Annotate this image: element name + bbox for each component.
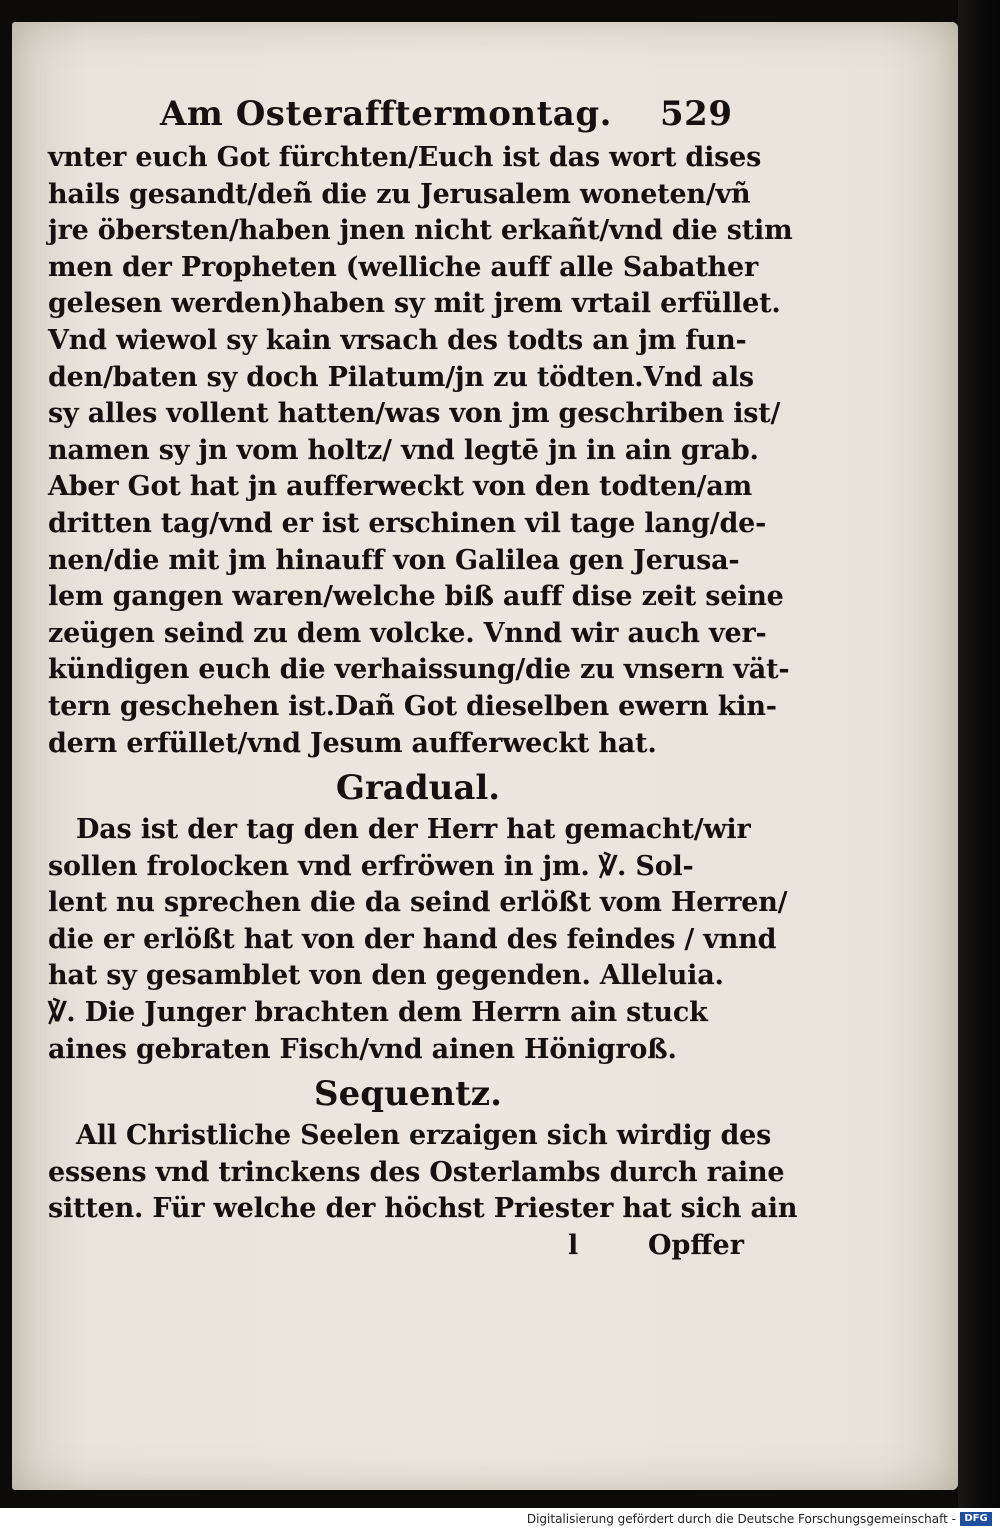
text-line: lent nu sprechen die da seind erlößt vom Herren/ [48,887,788,919]
text-line: vnter euch Got fürchten/Euch ist das wort dises [48,142,762,173]
sequentz-text [48,1118,798,1228]
text-line: Vnd wiewol sy kain vrsach des todts an jm fun- [48,324,747,356]
text-line: hat sy gesamblet von den gegenden. Alleluia. [48,960,724,992]
funding-notice: Digitalisierung gefördert durch die Deutsche Forschungsgemeinschaft - [526,1512,956,1526]
text-line: gelesen werden)haben sy mit jrem vrtail erfüllet. [48,288,781,320]
text-line: men der Propheten (welliche auff alle Sabather [48,251,758,283]
section-heading-gradual: Gradual. [335,768,501,809]
text-line: Aber Got hat jn aufferweckt von den todten/am [48,471,752,503]
text-line: kündigen euch die verhaissung/die zu vnsern vät- [48,654,790,686]
body-text [48,140,793,762]
text-line: nen/die mit jm hinauff von Galilea gen Jerusa- [48,544,740,576]
catchword: Opffer [648,1230,744,1262]
page-text [48,84,798,1268]
text-line: tern geschehen ist.Dañ Got dieselben ewern kin- [48,690,777,722]
text-line: Das ist der tag den der Herr hat gemacht/wir [76,814,751,846]
dfg-logo[interactable]: DFG [960,1512,992,1526]
catchline [48,1228,768,1268]
section-heading-sequentz: Sequentz. [314,1074,502,1115]
page-header [48,84,768,140]
text-line: lem gangen waren/welche biß auff dise zeit seine [48,581,784,613]
text-line: die er erlößt hat von der hand des feindes / vnnd [48,923,777,955]
text-line: jre öbersten/haben jnen nicht erkañt/vnd die stim [48,215,793,247]
book-edge [958,0,1000,1508]
page-number: 529 [660,94,733,134]
book-page [12,22,958,1490]
text-line: zeügen seind zu dem volcke. Vnnd wir auch ver- [48,617,767,649]
text-line: sollen frolocken vnd erfröwen in jm. ℣. Sol- [48,850,694,882]
gradual-text [48,812,788,1068]
text-line: sitten. Für welche der höchst Priester hat sich ain [48,1193,798,1225]
text-line: hails gesandt/deñ die zu Jerusalem woneten/vñ [48,178,751,210]
text-line: aines gebraten Fisch/vnd ainen Hönigroß. [48,1033,677,1065]
text-line: namen sy jn vom holtz/ vnd legtē jn in ain grab. [48,434,759,466]
signature-mark: l [568,1230,579,1262]
text-line: ℣. Die Junger brachten dem Herrn ain stuck [48,997,708,1029]
text-line: dritten tag/vnd er ist erschinen vil tage lang/de- [48,507,767,539]
text-line: essens vnd trinckens des Osterlambs durch raine [48,1156,785,1188]
running-head: Am Osterafftermontag. [160,94,612,134]
text-line: All Christliche Seelen erzaigen sich wirdig des [76,1120,772,1152]
text-line: dern erfüllet/vnd Jesum aufferweckt hat. [48,727,657,759]
funding-footer [0,1508,1000,1530]
text-line: den/baten sy doch Pilatum/jn zu tödten.Vnd als [48,361,754,393]
text-line: sy alles vollent hatten/was von jm geschriben ist/ [48,398,781,430]
